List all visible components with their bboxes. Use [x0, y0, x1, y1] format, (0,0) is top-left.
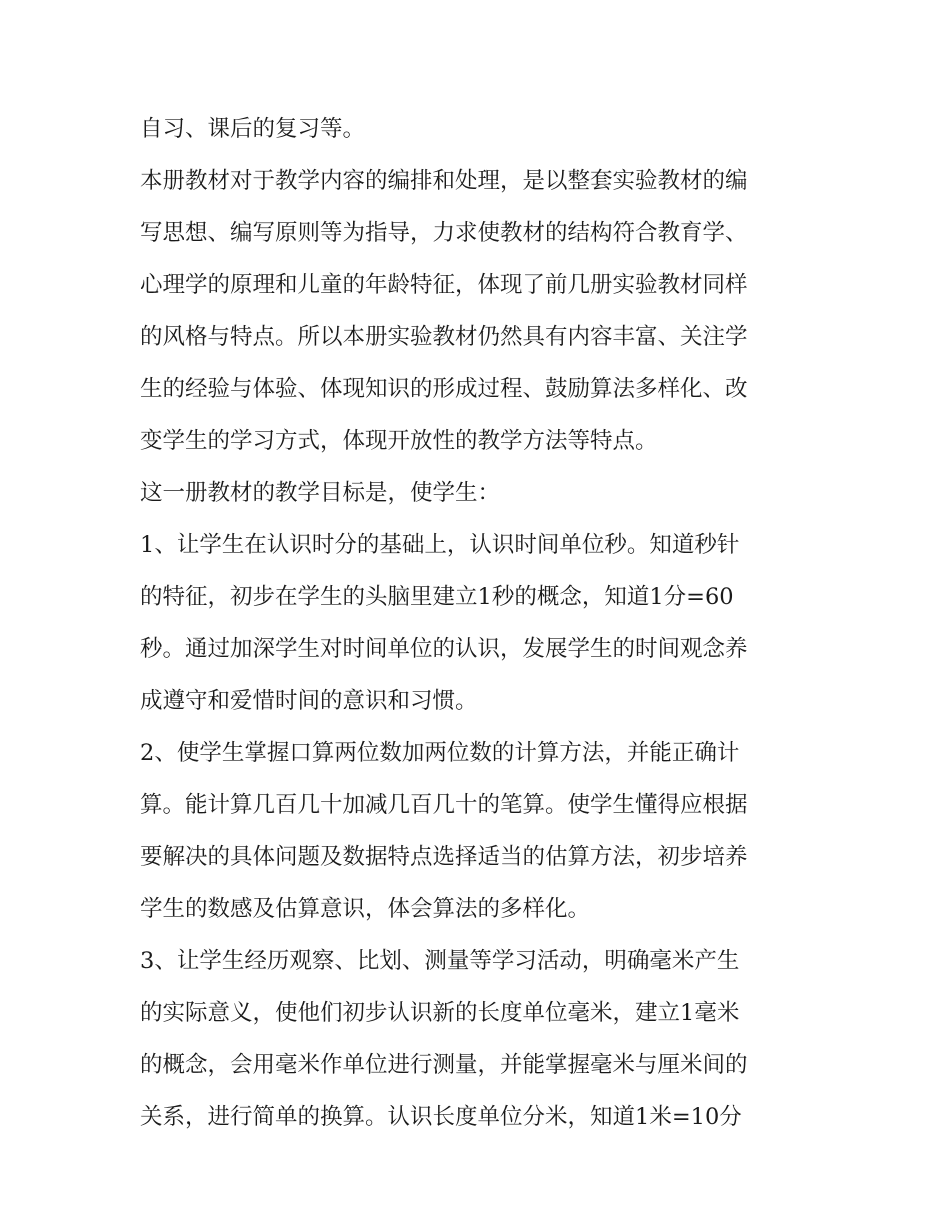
text-line: 心理学的原理和儿童的年龄特征，体现了前几册实验教材同样 [140, 272, 748, 298]
text-line: 学生的数感及估算意识，体会算法的多样化。 [140, 896, 591, 922]
text-line: 写思想、编写原则等为指导，力求使教材的结构符合教育学、 [140, 220, 748, 246]
text-line: 自习、课后的复习等。 [140, 116, 366, 142]
text-line: 2、使学生掌握口算两位数加两位数的计算方法，并能正确计 [140, 740, 740, 766]
text-line: 的特征，初步在学生的头脑里建立1秒的概念，知道1分=60 [140, 584, 734, 610]
text-line: 本册教材对于教学内容的编排和处理，是以整套实验教材的编 [140, 168, 748, 194]
text-line: 关系，进行简单的换算。认识长度单位分米，知道1米=10分 [140, 1104, 742, 1130]
body-text [140, 108, 820, 1148]
text-line: 秒。通过加深学生对时间单位的认识，发展学生的时间观念养 [140, 636, 748, 662]
text-line: 要解决的具体问题及数据特点选择适当的估算方法，初步培养 [140, 844, 748, 870]
text-line: 3、让学生经历观察、比划、测量等学习活动，明确毫米产生 [140, 948, 740, 974]
text-line: 1、让学生在认识时分的基础上，认识时间单位秒。知道秒针 [140, 532, 740, 558]
text-line: 生的经验与体验、体现知识的形成过程、鼓励算法多样化、改 [140, 376, 748, 402]
text-line: 的概念，会用毫米作单位进行测量，并能掌握毫米与厘米间的 [140, 1052, 748, 1078]
text-line: 变学生的学习方式，体现开放性的教学方法等特点。 [140, 428, 658, 454]
text-line: 的实际意义，使他们初步认识新的长度单位毫米，建立1毫米 [140, 1000, 740, 1026]
text-line: 这一册教材的教学目标是，使学生： [140, 480, 501, 506]
text-line: 算。能计算几百几十加减几百几十的笔算。使学生懂得应根据 [140, 792, 748, 818]
text-line: 成遵守和爱惜时间的意识和习惯。 [140, 688, 478, 714]
text-line: 的风格与特点。所以本册实验教材仍然具有内容丰富、关注学 [140, 324, 748, 350]
